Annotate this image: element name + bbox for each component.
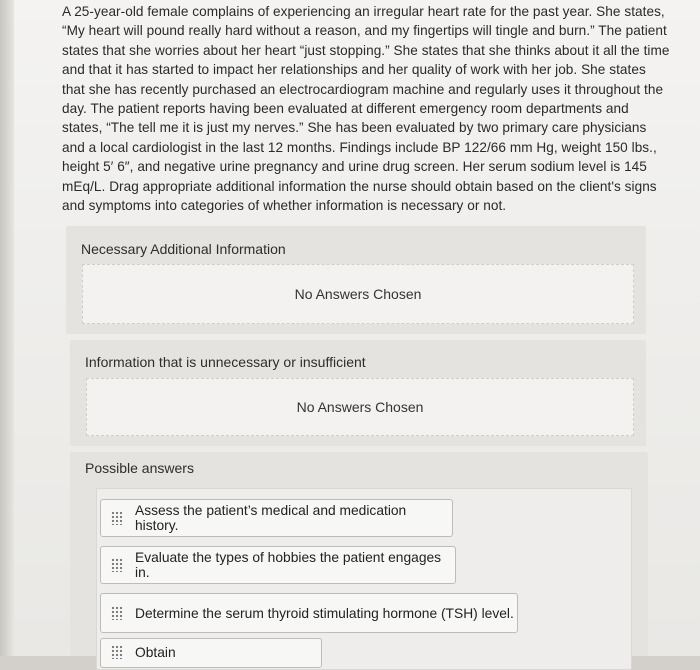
dropzone-placeholder: No Answers Chosen: [296, 399, 424, 415]
drag-handle-icon[interactable]: [111, 511, 123, 525]
drag-handle-icon[interactable]: [111, 606, 123, 620]
answer-option-tsh[interactable]: [100, 593, 518, 633]
possible-answers-label: Possible answers: [85, 460, 194, 476]
answer-option-medical-history[interactable]: [100, 499, 453, 537]
answer-option-partial[interactable]: [100, 638, 322, 668]
dropzone-placeholder: No Answers Chosen: [294, 286, 422, 302]
question-stem: A 25-year-old female complains of experiencing an irregular heart rate for the past year. She states, “My heart will pound really hard without a reason, and my fingertips will tingle and burn.” The patient states that she worries about her heart “just stopping.” She states that she thinks about it all the time and that it has started to impact her relationships and her quality of work with her job. She states that she has recently purchased an electrocardiogram machine and regularly uses it throughout the day. The patient reports having been evaluated at different emergency room departments and states, “The tell me it is just my nerves.” She has been evaluated by two primary care physicians and a local cardiologist in the last 12 months. Findings include BP 122/66 mm Hg, weight 150 lbs., height 5′ 6″, and negative urine pregnancy and urine drug screen. Her serum sodium level is 145 mEq/L. Drag appropriate additional information the nurse should obtain based on the client's signs and symptoms into categories of whether information is necessary or not.: [62, 4, 670, 214]
category-unnecessary-dropzone[interactable]: [86, 378, 634, 436]
category-necessary-panel: [66, 226, 646, 334]
category-unnecessary-panel: [70, 340, 646, 446]
drag-handle-icon[interactable]: [111, 558, 123, 572]
category-necessary-label: Necessary Additional Information: [81, 241, 286, 257]
answer-text: Obtain: [135, 645, 176, 660]
page-edge: [0, 0, 14, 656]
answer-text: Determine the serum thyroid stimulating hormone (TSH) level.: [135, 605, 514, 621]
drag-handle-icon[interactable]: [111, 645, 123, 659]
answer-option-hobbies[interactable]: [100, 546, 456, 584]
answer-text: Assess the patient’s medical and medication history.: [135, 503, 407, 533]
category-necessary-dropzone[interactable]: [82, 264, 634, 324]
answer-text: Evaluate the types of hobbies the patient engages in.: [135, 550, 442, 580]
category-unnecessary-label: Information that is unnecessary or insufficient: [85, 354, 366, 370]
